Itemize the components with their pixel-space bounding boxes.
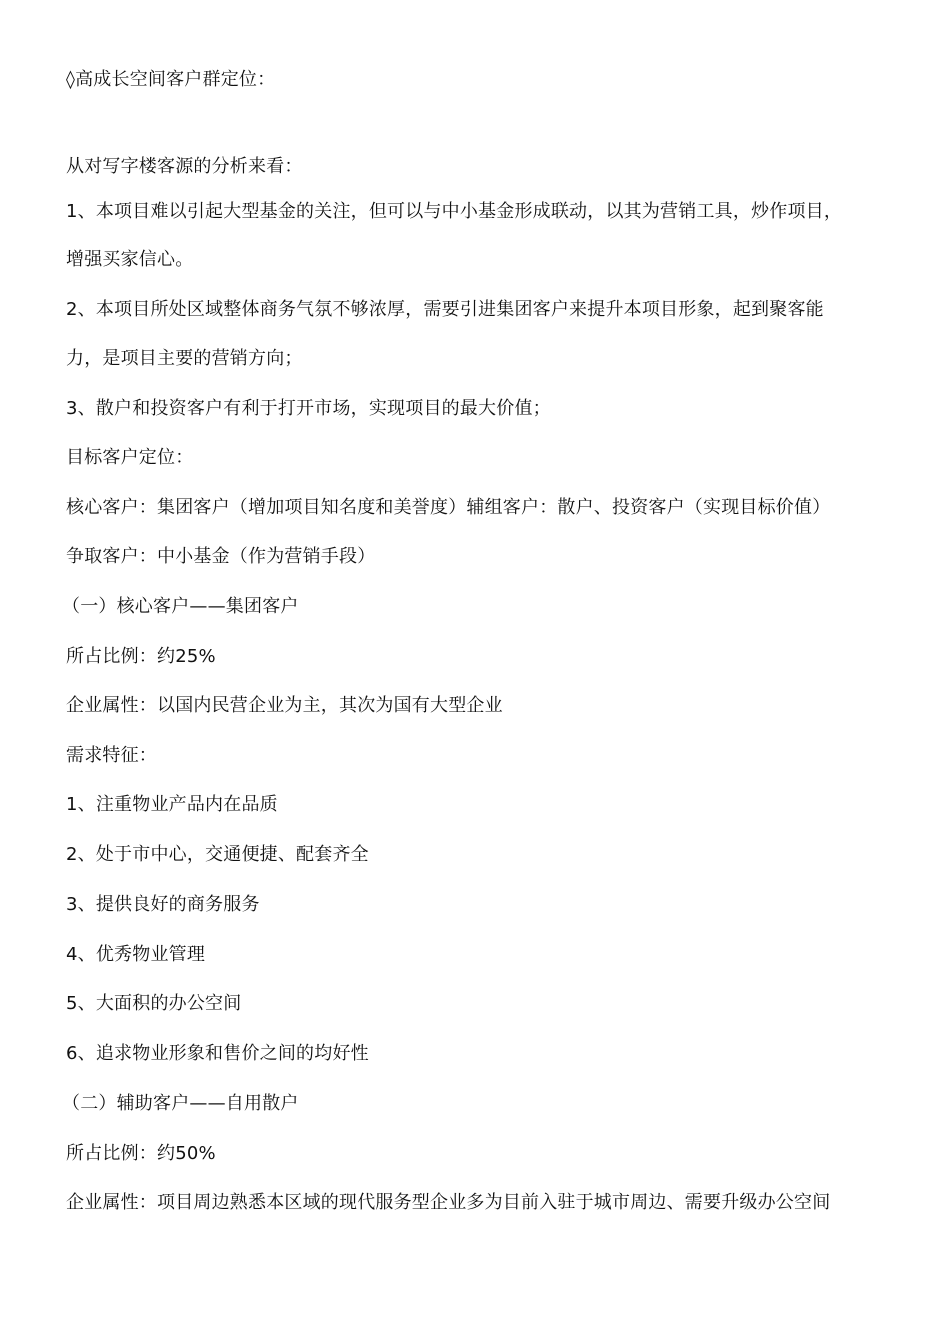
demand-item-6: 6、追求物业形象和售价之间的均好性 — [66, 1043, 369, 1064]
proportion-line-2: 所占比例：约50% — [66, 1143, 216, 1164]
paragraph-item-1: 1、本项目难以引起大型基金的关注，但可以与中小基金形成联动，以其为营销工具，炒作项目， — [66, 201, 843, 222]
proportion-line-1: 所占比例：约25% — [66, 646, 216, 667]
demand-item-2: 2、处于市中心，交通便捷、配套齐全 — [66, 844, 369, 865]
paragraph-intro: 从对写字楼客源的分析来看： — [66, 156, 303, 177]
enterprise-attribute-1: 企业属性：以国内民营企业为主，其次为国有大型企业 — [66, 695, 503, 716]
paragraph-strive-clients: 争取客户：中小基金（作为营销手段） — [66, 546, 376, 567]
demand-item-4: 4、优秀物业管理 — [66, 944, 206, 965]
demand-item-5: 5、大面积的办公空间 — [66, 993, 242, 1014]
enterprise-attribute-2: 企业属性：项目周边熟悉本区域的现代服务型企业多为目前入驻于城市周边、需要升级办公空间 — [66, 1192, 831, 1213]
paragraph-item-2: 2、本项目所处区域整体商务气氛不够浓厚，需要引进集团客户来提升本项目形象，起到聚客能 — [66, 299, 824, 320]
demand-item-1: 1、注重物业产品内在品质 — [66, 794, 278, 815]
paragraph-core-clients: 核心客户：集团客户（增加项目知名度和美誉度）辅组客户：散户、投资客户（实现目标价值） — [66, 497, 831, 518]
demand-item-3: 3、提供良好的商务服务 — [66, 894, 260, 915]
heading-target-clients: 目标客户定位： — [66, 447, 194, 468]
paragraph-item-1-cont: 增强买家信心。 — [66, 249, 194, 270]
subheading-auxiliary-group: （二）辅助客户——自用散户 — [62, 1093, 299, 1114]
subheading-core-group: （一）核心客户——集团客户 — [62, 596, 299, 617]
demand-features-heading: 需求特征： — [66, 745, 157, 766]
section-heading-growth-clients: ◊高成长空间客户群定位： — [66, 69, 276, 90]
paragraph-item-2-cont: 力，是项目主要的营销方向； — [66, 348, 303, 369]
paragraph-item-3: 3、散户和投资客户有利于打开市场，实现项目的最大价值； — [66, 398, 551, 419]
